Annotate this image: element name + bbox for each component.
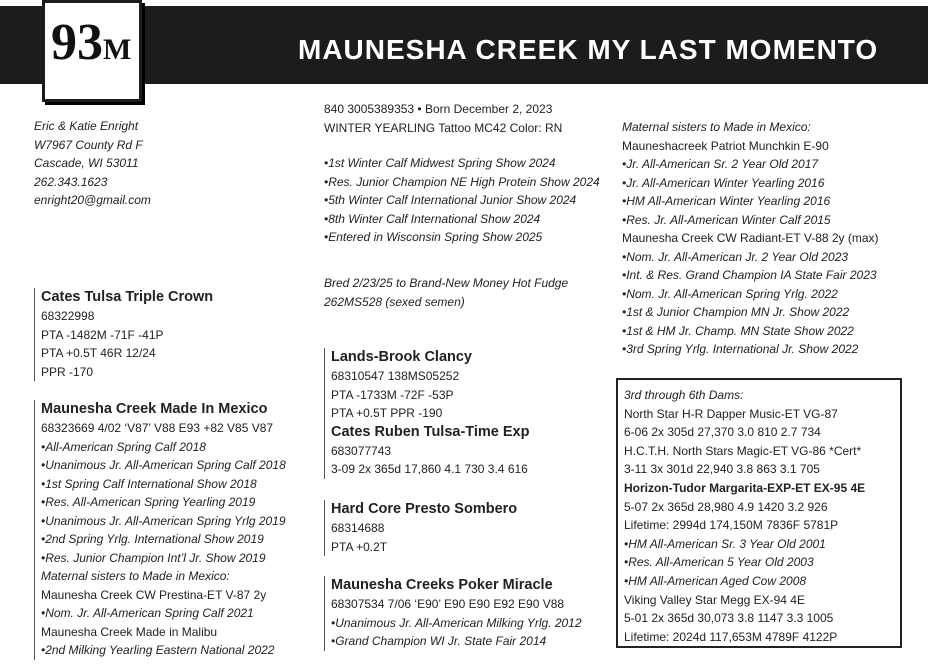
maternal-granddam-block: [324, 576, 582, 651]
dams-line: Horizon-Tudor Margarita-EXP-ET EX-95 4E: [624, 480, 866, 495]
honor-line: •1st & Junior Champion MN Jr. Show 2022: [622, 305, 850, 319]
honor-line: •All-American Spring Calf 2018: [41, 439, 206, 454]
honor-line: •Res. Junior Champion Int’l Jr. Show 2019: [41, 550, 266, 565]
consignor-line: W7967 County Rd F: [34, 137, 143, 152]
sister-name: Mauneshacreek Patriot Munchkin E-90: [622, 138, 829, 153]
lot-suffix: M: [103, 33, 132, 66]
pedigree-line: 68322998: [41, 309, 95, 323]
sire-sire-name: Cates Tulsa Triple Crown: [41, 289, 214, 305]
honor-line: •5th Winter Calf International Junior Show 2024: [324, 193, 577, 207]
dams-line: H.C.T.H. North Stars Magic-ET VG-86 *Cert*: [624, 443, 862, 458]
maternal-sisters-block: [622, 118, 879, 359]
maternal-granddam-name: Maunesha Creeks Poker Miracle: [331, 577, 553, 593]
honor-line: •Res. All-American Spring Yearling 2019: [41, 495, 256, 509]
honor-line: •Nom. Jr. All-American Spring Calf 2021: [41, 606, 254, 620]
dams-box: [616, 378, 902, 648]
sire-dam-sire-name: Cates Ruben Tulsa-Time Exp: [331, 423, 530, 440]
pedigree-line: PTA +0.5T 46R 12/24: [41, 346, 156, 360]
honor-line: •Int. & Res. Grand Champion IA State Fair 2023: [622, 268, 877, 282]
honor-line: •Nom. Jr. All-American Spring Yrlg. 2022: [622, 286, 838, 301]
pedigree-line: PTA +0.5T PPR -190: [331, 406, 443, 420]
show-record: [324, 154, 600, 247]
honor-line: •1st Spring Calf International Show 2018: [41, 476, 257, 491]
honor-line: •Unanimous Jr. All-American Spring Calf 2018: [41, 458, 286, 472]
dam-block: [34, 400, 286, 660]
honor-line: •Nom. Jr. All-American Jr. 2 Year Old 2023: [622, 249, 849, 264]
breeding-line: Bred 2/23/25 to Brand-New Money Hot Fudge: [324, 276, 569, 290]
honor-line: •Entered in Wisconsin Spring Show 2025: [324, 230, 543, 244]
sire-block: [324, 348, 529, 479]
honor-line: •Unanimous Jr. All-American Milking Yrlg. 2012: [331, 615, 582, 630]
pedigree-line: 68323669 4/02 ‘V87’ V88 E93 +82 V85 V87: [41, 421, 274, 435]
pedigree-line: 683077743: [331, 443, 392, 458]
animal-info: [324, 100, 562, 137]
honor-line: •8th Winter Calf International Show 2024: [324, 211, 541, 226]
pedigree-line: PTA -1482M -71F -41P: [41, 327, 164, 342]
honor-line: •1st & HM Jr. Champ. MN State Show 2022: [622, 323, 854, 338]
dams-line: •HM All-American Sr. 3 Year Old 2001: [624, 536, 826, 551]
dams-line: 3-11 3x 301d 22,940 3.8 863 3.1 705: [624, 462, 820, 477]
breeding-info: [324, 274, 568, 311]
sisters-heading: Maternal sisters to Made in Mexico:: [622, 120, 811, 134]
consignor-line: Cascade, WI 53011: [34, 156, 139, 170]
dam-name: Maunesha Creek Made In Mexico: [41, 401, 268, 417]
honor-line: •Jr. All-American Winter Yearling 2016: [622, 175, 825, 190]
pedigree-line: PTA +0.2T: [331, 539, 388, 554]
pedigree-line: 68307534 7/06 ‘E90’ E90 E90 E92 E90 V88: [331, 597, 565, 611]
class-line: WINTER YEARLING Tattoo MC42 Color: RN: [324, 120, 563, 135]
honor-line: •Unanimous Jr. All-American Spring Yrlg 2019: [41, 513, 286, 528]
lot-number-box: [42, 0, 142, 102]
sisters-heading: Maternal sisters to Made in Mexico:: [41, 569, 230, 583]
dams-line: 5-07 2x 365d 28,980 4.9 1420 3.2 926: [624, 499, 828, 514]
pedigree-line: 68314688: [331, 521, 385, 535]
dams-heading: 3rd through 6th Dams:: [624, 388, 744, 402]
honor-line: •Grand Champion WI Jr. State Fair 2014: [331, 634, 547, 648]
dams-line: Lifetime: 2024d 117,653M 4789F 4122P: [624, 629, 838, 644]
honor-line: •Jr. All-American Sr. 2 Year Old 2017: [622, 157, 819, 171]
consignor-line: Eric & Katie Enright: [34, 119, 139, 133]
pedigree-line: 68310547 138MS05252: [331, 369, 460, 383]
honor-line: •Res. Junior Champion NE High Protein Show 2024: [324, 174, 600, 189]
dams-line: •Res. All-American 5 Year Old 2003: [624, 555, 814, 570]
pedigree-line: 3-09 2x 365d 17,860 4.1 730 3.4 616: [331, 462, 528, 476]
honor-line: •1st Winter Calf Midwest Spring Show 2024: [324, 156, 556, 170]
honor-line: •2nd Milking Yearling Eastern National 2022: [41, 643, 275, 657]
honor-line: •HM All-American Winter Yearling 2016: [622, 194, 831, 208]
dams-line: North Star H-R Dapper Music-ET VG-87: [624, 406, 838, 421]
maternal-grandsire-name: Hard Core Presto Sombero: [331, 501, 518, 517]
sister-name: Maunesha Creek Made in Malibu: [41, 624, 218, 639]
sire-name: Lands-Brook Clancy: [331, 349, 472, 365]
maternal-grandsire-block: [324, 500, 517, 556]
pedigree-line: PPR -170: [41, 364, 94, 379]
dams-line: Lifetime: 2994d 174,150M 7836F 5781P: [624, 518, 839, 533]
breeding-line: 262MS528 (sexed semen): [324, 294, 465, 309]
lot-number: 93M: [51, 14, 132, 71]
dams-line: •HM All-American Aged Cow 2008: [624, 573, 807, 588]
honor-line: •Res. Jr. All-American Winter Calf 2015: [622, 212, 831, 227]
consignor-line: 262.343.1623: [34, 174, 108, 189]
honor-line: •3rd Spring Yrlg. International Jr. Show 2022: [622, 342, 859, 356]
dams-line: Viking Valley Star Megg EX-94 4E: [624, 592, 805, 607]
page-title: MAUNESHA CREEK MY LAST MOMENTO: [298, 34, 879, 65]
pedigree-line: PTA -1733M -72F -53P: [331, 387, 454, 402]
consignor-info: [34, 117, 151, 210]
dams-line: 6-06 2x 305d 27,370 3.0 810 2.7 734: [624, 425, 821, 440]
sister-name: Maunesha Creek CW Radiant-ET V-88 2y (max): [622, 231, 879, 245]
sister-name: Maunesha Creek CW Prestina-ET V-87 2y: [41, 587, 267, 602]
honor-line: •2nd Spring Yrlg. International Show 2019: [41, 532, 264, 546]
sire-sire-block: [34, 288, 213, 381]
consignor-email: enright20@gmail.com: [34, 193, 151, 207]
dams-line: 5-01 2x 365d 30,073 3.8 1147 3.3 1005: [624, 611, 834, 626]
registration-line: 840 3005389353 • Born December 2, 2023: [324, 102, 553, 116]
